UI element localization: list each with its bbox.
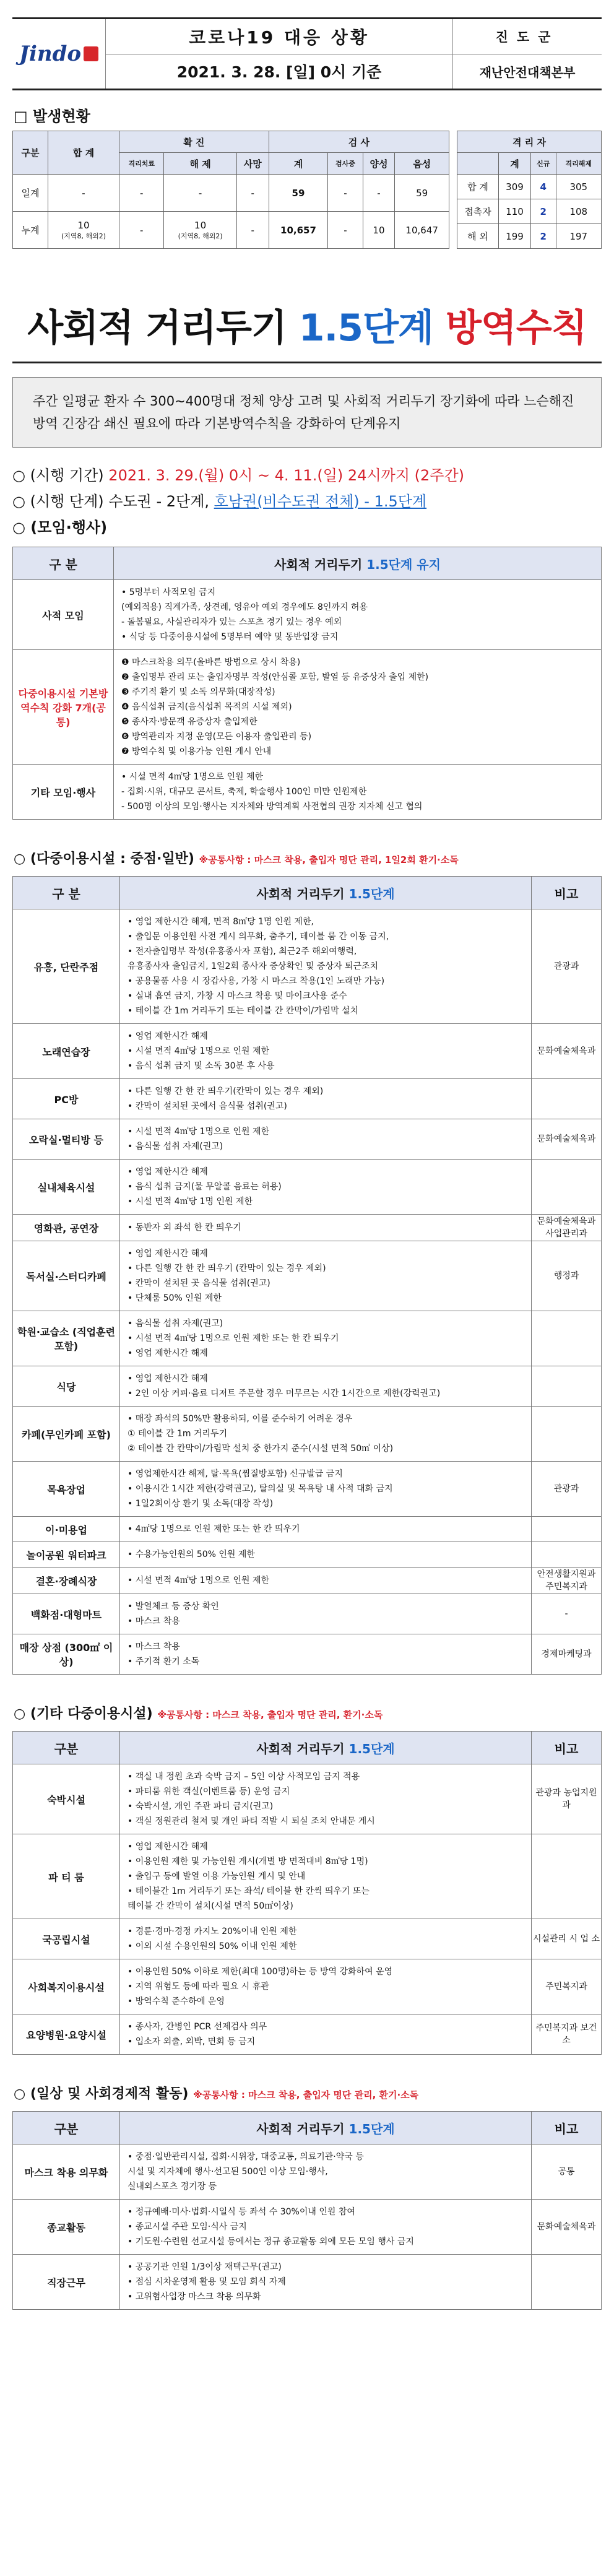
row-items <box>114 580 602 650</box>
row-category: 요양병원·요양시설 <box>13 2014 120 2055</box>
rule-line: (예외적용) 직계가족, 상견례, 영유아 예외 경우에도 8인까지 허용 <box>121 602 368 612</box>
org-dept: 재난안전대책본부 <box>479 64 576 80</box>
cell: 59 <box>269 175 328 212</box>
row-items <box>120 1517 532 1542</box>
row-category: PC방 <box>13 1079 120 1119</box>
rule-line: • 종교시설 주관 모임·식사 금지 <box>128 2222 247 2232</box>
period-line <box>12 464 602 487</box>
multi-tag: ※공통사항 : 마스크 착용, 출입자 명단 관리, 1일2회 환기·소독 <box>199 854 459 865</box>
rule-line: • 객실 정원관리 철저 및 개인 파티 적발 시 퇴실 조치 안내문 게시 <box>128 1816 375 1826</box>
row-category: 기타 모임·행사 <box>13 765 114 820</box>
row-category: 독서실·스터디카페 <box>13 1241 120 1311</box>
table-row <box>13 1407 602 1462</box>
row-items <box>120 1594 532 1634</box>
rule-line: ❺ 종사자·방문객 유증상자 출입제한 <box>121 717 257 727</box>
rule-line: • 전자출입명부 작성(유흥종사자 포함), 최근2주 해외여행력, <box>128 947 357 956</box>
row-category: 노래연습장 <box>13 1024 120 1079</box>
rule-line: • 영업 제한시간 해제 <box>128 1374 208 1384</box>
col-total: 합 계 <box>48 131 119 175</box>
row-note <box>532 1160 602 1215</box>
rule-line: • 종사자, 간병인 PCR 선제검사 의무 <box>128 2022 267 2032</box>
table-row <box>13 175 449 212</box>
row-category: 유흥, 단란주점 <box>13 909 120 1024</box>
col-div: 구분 <box>13 2112 120 2144</box>
cell: 108 <box>556 199 601 224</box>
row-label: 접촉자 <box>457 199 499 224</box>
col-release: 해 제 <box>164 153 236 175</box>
col-test: 검 사 <box>269 131 449 153</box>
row-items <box>120 2200 532 2255</box>
row-category: 학원·교습소 (직업훈련 포함) <box>13 1311 120 1366</box>
rule-line: • 수용가능인원의 50% 인원 제한 <box>128 1550 255 1559</box>
row-items <box>120 1407 532 1462</box>
row-items <box>120 1024 532 1079</box>
daily-section-title <box>14 2083 602 2102</box>
rule-line: - 돌봄필요, 사실관리자가 있는 스포츠 경기 있는 경우 예외 <box>121 617 342 627</box>
rule-line: • 파티룸 위한 객실(이벤트룸 등) 운영 금지 <box>128 1787 290 1797</box>
row-note: - <box>532 1594 602 1634</box>
daily-table <box>12 2111 602 2310</box>
col-div: 구 분 <box>13 877 120 909</box>
row-category: 사적 모임 <box>13 580 114 650</box>
org-name: 진도군 <box>453 19 602 54</box>
row-note: 관광과 농업지원과 <box>532 1764 602 1834</box>
row-note: 관광과 <box>532 1462 602 1517</box>
rule-line: • 정규예배·미사·법회·시일식 등 좌석 수 30%이내 인원 참여 <box>128 2207 355 2217</box>
header <box>12 17 602 90</box>
rule-line: • 칸막이 설치된 곳에서 음식물 섭취(권고) <box>128 1101 287 1111</box>
rule-line: • 테이블간 1m 거리두기 또는 좌석/ 테이블 한 칸씩 띄우기 또는 <box>128 1886 370 1896</box>
table-row <box>13 1568 602 1594</box>
table-row <box>13 1594 602 1634</box>
rule-line: • 이외 시설 수용인원의 50% 이내 인원 제한 <box>128 1941 297 1951</box>
cell: - <box>363 175 395 212</box>
multi-label: ○ (다중이용시설 : 중점·일반) <box>14 851 199 867</box>
table-row <box>13 1366 602 1407</box>
rule-line: • 영업 제한시간 해제 <box>128 1031 208 1041</box>
rule-line: • 영업 제한시간 해제 <box>128 1348 208 1358</box>
row-note: 문화예술체육과 <box>532 1119 602 1160</box>
divider <box>12 362 602 363</box>
cell: - <box>236 212 269 249</box>
cell: 10,647 <box>395 212 449 249</box>
rule-line: • 이용인원 50% 이하로 제한(최대 100명)하는 등 방역 강화하여 운영 <box>128 1967 393 1977</box>
row-items <box>114 765 602 820</box>
logo-mark-icon <box>84 46 98 61</box>
report-date: 2021. 3. 28. [일] 0시 기준 <box>176 63 382 82</box>
rule-line: ❶ 마스크착용 의무(올바른 방법으로 상시 착용) <box>121 657 301 667</box>
cell <box>48 212 119 249</box>
row-category: 결혼·장례식장 <box>13 1568 120 1594</box>
row-note: 주민복지과 <box>532 1959 602 2014</box>
banner-title <box>12 298 602 352</box>
table-row <box>13 1959 602 2014</box>
cell: 10 <box>363 212 395 249</box>
rule-line: • 출입문 이용인원 사전 게시 의무화, 춤추기, 테이블 룸 간 이동 금지, <box>128 932 389 942</box>
etc-body <box>13 1764 602 2055</box>
row-items <box>120 1634 532 1675</box>
rule-line: ❷ 출입명부 관리 또는 출입자명부 작성(안심콜 포함, 발열 등 유증상자 출입 제한) <box>121 672 429 682</box>
row-items <box>120 1079 532 1119</box>
cell: 110 <box>499 199 531 224</box>
etc-tag: ※공통사항 : 마스크 착용, 출입자 명단 관리, 환기·소독 <box>157 1709 383 1720</box>
col-rule-b: 1.5단계 유지 <box>366 557 441 572</box>
rule-line: • 실내 흡연 금지, 가창 시 마스크 착용 및 마이크사용 준수 <box>128 991 347 1001</box>
rule-line: • 단체룸 50% 인원 제한 <box>128 1293 222 1303</box>
rule-line: ❻ 방역관리자 지정 운영(모든 이용자 출입관리 등) <box>121 732 312 742</box>
table-row <box>13 909 602 1024</box>
daily-label: ○ (일상 및 사회경제적 활동) <box>14 2086 194 2102</box>
row-category: 마스크 착용 의무화 <box>13 2144 120 2200</box>
cell: 4 <box>530 175 556 199</box>
table-row <box>13 212 449 249</box>
cell: - <box>164 175 236 212</box>
rule-line: • 식당 등 다중이용시설에 5명부터 예약 및 동반입장 금지 <box>121 632 339 642</box>
row-note: 경제마케팅과 <box>532 1634 602 1675</box>
row-category: 백화점·대형마트 <box>13 1594 120 1634</box>
cell: 199 <box>499 224 531 249</box>
rule-line: • 방역수칙 준수하에 운영 <box>128 1997 225 2006</box>
row-category: 사회복지이용시설 <box>13 1959 120 2014</box>
table-row <box>13 1215 602 1241</box>
row-items <box>120 1366 532 1407</box>
cell: 309 <box>499 175 531 199</box>
rule-line: • 마스크 착용 <box>128 1616 180 1626</box>
col-note: 비고 <box>532 1732 602 1764</box>
row-items <box>120 1160 532 1215</box>
rule-line: ❼ 방역수칙 및 이용가능 인원 게시 안내 <box>121 747 272 757</box>
table-row <box>13 1462 602 1517</box>
rule-line: • 경륜·경마·경정 카지노 20%이내 인원 제한 <box>128 1927 297 1936</box>
rule-line: • 발열체크 등 증상 확인 <box>128 1602 219 1611</box>
rule-line: • 영업 제한시간 해제 <box>128 1167 208 1177</box>
rule-line: • 입소자 외출, 외박, 면회 등 금지 <box>128 2037 256 2047</box>
table-row <box>13 2255 602 2310</box>
banner-part2: 1.5단계 <box>298 306 446 350</box>
stage-value: 호남권(비수도권 전체) - 1.5단계 <box>214 493 427 510</box>
stage-label: ○ (시행 단계) 수도권 - 2단계, <box>12 493 214 510</box>
row-label: 합 계 <box>457 175 499 199</box>
col-note: 비고 <box>532 877 602 909</box>
rule-line: • 시설 면적 4㎡당 1명으로 인원 제한 <box>128 1127 270 1137</box>
rule-line: • 마스크 착용 <box>128 1642 180 1652</box>
row-note <box>532 2255 602 2310</box>
cell <box>164 212 236 249</box>
row-note: 행정과 <box>532 1241 602 1311</box>
rule-line: - 집회·시위, 대규모 콘서트, 축제, 학술행사 100인 미만 인원제한 <box>121 787 367 797</box>
report-title: 코로나19 대응 상황 <box>106 19 452 54</box>
col-rule-a: 사회적 거리두기 <box>274 557 367 572</box>
col-note: 비고 <box>532 2112 602 2144</box>
row-note: 문화예술체육과 <box>532 1024 602 1079</box>
status-table <box>12 131 449 249</box>
rule-line: 시설 및 지자체에 행사·선고된 500인 이상 모임·행사, <box>128 2167 328 2177</box>
rule-line: • 주기적 환기 소독 <box>128 1657 200 1667</box>
row-items <box>120 1311 532 1366</box>
row-category: 파 티 룸 <box>13 1834 120 1919</box>
rule-line: • 시설 면적 4㎡당 1명으로 인원 제한 <box>128 1576 270 1585</box>
col-div: 구분 <box>13 131 48 175</box>
row-category: 다중이용시설 기본방역수칙 강화 7개(공통) <box>13 650 114 765</box>
col-rule-a: 사회적 거리두기 <box>256 2121 349 2136</box>
table-row <box>13 1119 602 1160</box>
row-note: 문화예술체육과 <box>532 2200 602 2255</box>
col-iso-total: 계 <box>499 153 531 175</box>
rule-line: ① 테이블 간 1m 거리두기 <box>128 1429 228 1439</box>
cell: - <box>119 212 164 249</box>
col-rule <box>120 1732 532 1764</box>
table-row <box>13 1634 602 1675</box>
row-category: 카페(무인카페 포함) <box>13 1407 120 1462</box>
multi-body <box>13 909 602 1675</box>
rule-line: • 칸막이 설치된 곳 음식물 섭취(권고) <box>128 1278 270 1288</box>
rule-line: • 매장 좌석의 50%만 활용하되, 이를 준수하기 어려운 경우 <box>128 1414 353 1424</box>
row-items <box>120 1462 532 1517</box>
col-death: 사망 <box>236 153 269 175</box>
col-rule-a: 사회적 거리두기 <box>256 1741 349 1756</box>
cell: - <box>328 175 363 212</box>
row-note <box>532 1311 602 1366</box>
logo <box>12 19 106 89</box>
row-category: 식당 <box>13 1366 120 1407</box>
row-note: 관광과 <box>532 909 602 1024</box>
row-note <box>532 1079 602 1119</box>
isolation-table <box>457 131 602 249</box>
row-items <box>114 650 602 765</box>
rule-line: • 영업 제한시간 해제, 면적 8㎡당 1명 인원 제한, <box>128 917 314 927</box>
row-label: 해 외 <box>457 224 499 249</box>
gather-table <box>12 547 602 820</box>
row-note: 문화예술체육과 사업관리과 <box>532 1215 602 1241</box>
table-row <box>13 765 602 820</box>
table-row <box>13 580 602 650</box>
row-category: 직장근무 <box>13 2255 120 2310</box>
row-items <box>120 2255 532 2310</box>
etc-label: ○ (기타 다중이용시설) <box>14 1706 158 1722</box>
rule-line: • 시설 면적 4㎡당 1명 인원 제한 <box>128 1197 253 1207</box>
row-items <box>120 1919 532 1959</box>
row-category: 국공립시설 <box>13 1919 120 1959</box>
row-note <box>532 1542 602 1568</box>
row-items <box>120 1568 532 1594</box>
page <box>12 0 602 2310</box>
cell-main: 10 <box>77 219 90 231</box>
row-items <box>120 1959 532 2014</box>
rule-line: • 객실 내 정원 초과 숙박 금지 – 5인 이상 사적모임 금지 적용 <box>128 1772 360 1782</box>
col-rule-a: 사회적 거리두기 <box>256 886 349 901</box>
rule-line: • 이용인원 제한 및 가능인원 게시(개별 방 면적대비 8㎡당 1명) <box>128 1857 368 1867</box>
rule-line: ❹ 음식섭취 금지(음식섭취 목적의 시설 제외) <box>121 702 292 712</box>
rule-line: • 다른 일행 간 한 칸 띄우기 (칸막이 있는 경우 제외) <box>128 1264 326 1273</box>
period-value: 2021. 3. 29.(월) 0시 ~ 4. 11.(일) 24시까지 (2주간) <box>108 467 465 484</box>
cell-sub: (지역8, 해외2) <box>178 232 223 240</box>
rule-line: • 기도원·수련원 선교시설 등에서는 정규 종교활동 외에 모든 모임 행사 금지 <box>128 2237 414 2247</box>
etc-section-title <box>14 1703 602 1722</box>
col-rule-b: 1.5단계 <box>348 1741 395 1756</box>
table-row <box>13 1834 602 1919</box>
rule-line: • 점심 시차운영제 활용 및 모임 회식 자제 <box>128 2277 286 2287</box>
cell: 10,657 <box>269 212 328 249</box>
rule-line: • 동반자 외 좌석 한 칸 띄우기 <box>128 1223 241 1233</box>
rule-line: • 시설 면적 4㎡당 1명으로 인원 제한 <box>121 772 264 782</box>
stage-line <box>12 490 602 513</box>
table-row <box>13 1542 602 1568</box>
daily-tag: ※공통사항 : 마스크 착용, 출입자 명단 관리, 환기·소독 <box>193 2089 419 2101</box>
daily-body <box>13 2144 602 2310</box>
etc-table <box>12 1731 602 2055</box>
rule-line: • 시설 면적 4㎡당 1명으로 인원 제한 <box>128 1046 270 1056</box>
row-items <box>120 1764 532 1834</box>
table-row <box>13 1517 602 1542</box>
table-row <box>13 1311 602 1366</box>
row-note <box>532 1407 602 1462</box>
row-category: 오락실·멀티방 등 <box>13 1119 120 1160</box>
row-items <box>120 1215 532 1241</box>
logo-text: Jindo <box>19 41 82 66</box>
rule-line: 실내외스포츠 경기장 등 <box>128 2182 217 2192</box>
table-row <box>13 1919 602 1959</box>
col-test-neg: 음성 <box>395 153 449 175</box>
rule-line: • 4㎡당 1명으로 인원 제한 또는 한 칸 띄우기 <box>128 1524 300 1534</box>
row-note: 시설관리 시 업 소 <box>532 1919 602 1959</box>
rule-line: • 음식 섭취 금지 및 소독 30분 후 사용 <box>128 1061 275 1071</box>
col-div: 구분 <box>13 1732 120 1764</box>
row-label: 누계 <box>13 212 48 249</box>
row-label: 일계 <box>13 175 48 212</box>
col-iso: 격 리 자 <box>457 131 602 153</box>
row-note: 공통 <box>532 2144 602 2200</box>
rule-line: • 영업 제한시간 해제 <box>128 1249 208 1259</box>
rule-line: • 2인 이상 커피·음료 디저트 주문할 경우 머무르는 시간 1시간으로 제한(강력권고) <box>128 1389 441 1399</box>
rule-line: • 영업 제한시간 해제 <box>128 1842 208 1852</box>
row-category: 놀이공원 워터파크 <box>13 1542 120 1568</box>
rule-line: • 숙박시설, 개인 주관 파티 금지(권고) <box>128 1802 274 1811</box>
row-category: 목욕장업 <box>13 1462 120 1517</box>
table-row <box>457 175 602 199</box>
cell: 2 <box>530 199 556 224</box>
table-row <box>13 1024 602 1079</box>
row-items <box>120 1834 532 1919</box>
row-category: 숙박시설 <box>13 1764 120 1834</box>
col-rule <box>120 877 532 909</box>
rule-line: • 중점·일반관리시설, 집회·시위장, 대중교통, 의료기관·약국 등 <box>128 2152 364 2162</box>
cell: - <box>119 175 164 212</box>
cell: - <box>328 212 363 249</box>
cell: 2 <box>530 224 556 249</box>
rule-line: • 출입구 등에 발열 이용 가능인원 게시 및 안내 <box>128 1871 306 1881</box>
cell: 59 <box>395 175 449 212</box>
rule-line: • 음식물 섭취 자제(권고) <box>128 1142 223 1151</box>
multi-table <box>12 876 602 1675</box>
table-row <box>13 1764 602 1834</box>
row-items <box>120 1542 532 1568</box>
col-confirmed: 확 진 <box>119 131 269 153</box>
rule-line: • 테이블 간 1m 거리두기 또는 테이블 간 칸막이/가림막 설치 <box>128 1006 359 1016</box>
col-test-pos: 양성 <box>363 153 395 175</box>
table-row <box>13 2014 602 2055</box>
row-category: 매장 상점 (300㎡ 이상) <box>13 1634 120 1675</box>
rule-line: - 500명 이상의 모임·행사는 지자체와 방역계획 사전협의 권장 지자체 신고 협의 <box>121 802 423 812</box>
cell: - <box>236 175 269 212</box>
col-iso-release: 격리해제 <box>556 153 601 175</box>
row-category: 영화관, 공연장 <box>13 1215 120 1241</box>
table-row <box>13 1241 602 1311</box>
rule-line: • 고위험사업장 마스크 착용 의무화 <box>128 2292 261 2302</box>
row-items <box>120 909 532 1024</box>
rule-line: • 영업제한시간 해제, 탈·목욕(찜질방포함) 신규발급 금지 <box>128 1469 343 1479</box>
col-test-total: 계 <box>269 153 328 175</box>
row-category: 이·미용업 <box>13 1517 120 1542</box>
row-items <box>120 1119 532 1160</box>
col-test-ing: 검사중 <box>328 153 363 175</box>
row-category: 종교활동 <box>13 2200 120 2255</box>
multi-section-title <box>14 848 602 867</box>
rule-line: ② 테이블 간 칸막이/가림막 설치 중 한가지 준수(시설 면적 50㎡ 이상) <box>128 1444 394 1454</box>
rule-line: • 공공기관 인원 1/3이상 재택근무(권고) <box>128 2262 282 2272</box>
row-note: 주민복지과 보건소 <box>532 2014 602 2055</box>
table-row <box>13 650 602 765</box>
table-row <box>13 2200 602 2255</box>
row-items <box>120 2144 532 2200</box>
rule-line: • 음식물 섭취 자제(권고) <box>128 1319 223 1329</box>
table-row <box>13 1160 602 1215</box>
gather-body <box>13 580 602 820</box>
table-row <box>13 1079 602 1119</box>
table-row <box>457 224 602 249</box>
rule-line: • 1일2회이상 환기 및 소독(대장 작성) <box>128 1499 274 1509</box>
intro-box: 주간 일평균 환자 수 300~400명대 정체 양상 고려 및 사회적 거리두기 장기화에 따라 느슨해진 방역 긴장감 쇄신 필요에 따라 기본방역수칙을 강화하여 단계유지 <box>12 377 602 448</box>
row-note: 안전생활지원과 주민복지과 <box>532 1568 602 1594</box>
row-note <box>532 1517 602 1542</box>
col-rule-b: 1.5단계 <box>348 886 395 901</box>
cell-sub: (지역8, 해외2) <box>61 232 106 240</box>
cell: 197 <box>556 224 601 249</box>
col-iso-new: 신규 <box>530 153 556 175</box>
rule-line: ❸ 주기적 환기 및 소독 의무화(대장작성) <box>121 687 275 697</box>
status-section-title: □ 발생현황 <box>14 108 90 125</box>
col-rule-b: 1.5단계 <box>348 2121 395 2136</box>
cell: 305 <box>556 175 601 199</box>
col-rule <box>114 547 602 580</box>
rule-line: • 공용물품 사용 시 장갑사용, 가창 시 마스크 착용(1인 노래만 가능) <box>128 976 385 986</box>
cell-main: 10 <box>194 219 207 231</box>
rule-line: 유흥종사자 출입금지, 1일2회 종사자 증상확인 및 증상자 퇴근조치 <box>128 961 379 971</box>
rule-line: • 다른 일행 간 한 칸 띄우기(칸막이 있는 경우 제외) <box>128 1086 324 1096</box>
banner-part1: 사회적 거리두기 <box>27 306 299 350</box>
rule-line: • 음식 섭취 금지(물 무알콜 음료는 허용) <box>128 1182 282 1192</box>
rule-line: • 지역 위험도 등에 따라 필요 시 휴관 <box>128 1982 269 1992</box>
col-div: 구 분 <box>13 547 114 580</box>
table-row <box>457 199 602 224</box>
row-note <box>532 1366 602 1407</box>
rule-line: • 시설 면적 4㎡당 1명으로 인원 제한 또는 한 칸 띄우기 <box>128 1334 339 1343</box>
rule-line: • 이용시간 1시간 제한(강력권고), 탈의실 및 목욕탕 내 사적 대화 금지 <box>128 1484 393 1494</box>
row-items <box>120 2014 532 2055</box>
banner-part3: 방역수칙 <box>445 306 587 350</box>
gather-label: ○ (모임·행사) <box>12 519 108 536</box>
col-rule <box>120 2112 532 2144</box>
rule-line: 테이블 간 칸막이 설치(시설 면적 50㎡이상) <box>128 1901 293 1911</box>
row-note <box>532 1834 602 1919</box>
row-category: 실내체육시설 <box>13 1160 120 1215</box>
period-label: ○ (시행 기간) <box>12 467 109 484</box>
table-row <box>13 2144 602 2200</box>
rule-line: • 5명부터 사적모임 금지 <box>121 588 216 597</box>
cell: - <box>48 175 119 212</box>
row-items <box>120 1241 532 1311</box>
col-local: 격리치료 <box>119 153 164 175</box>
